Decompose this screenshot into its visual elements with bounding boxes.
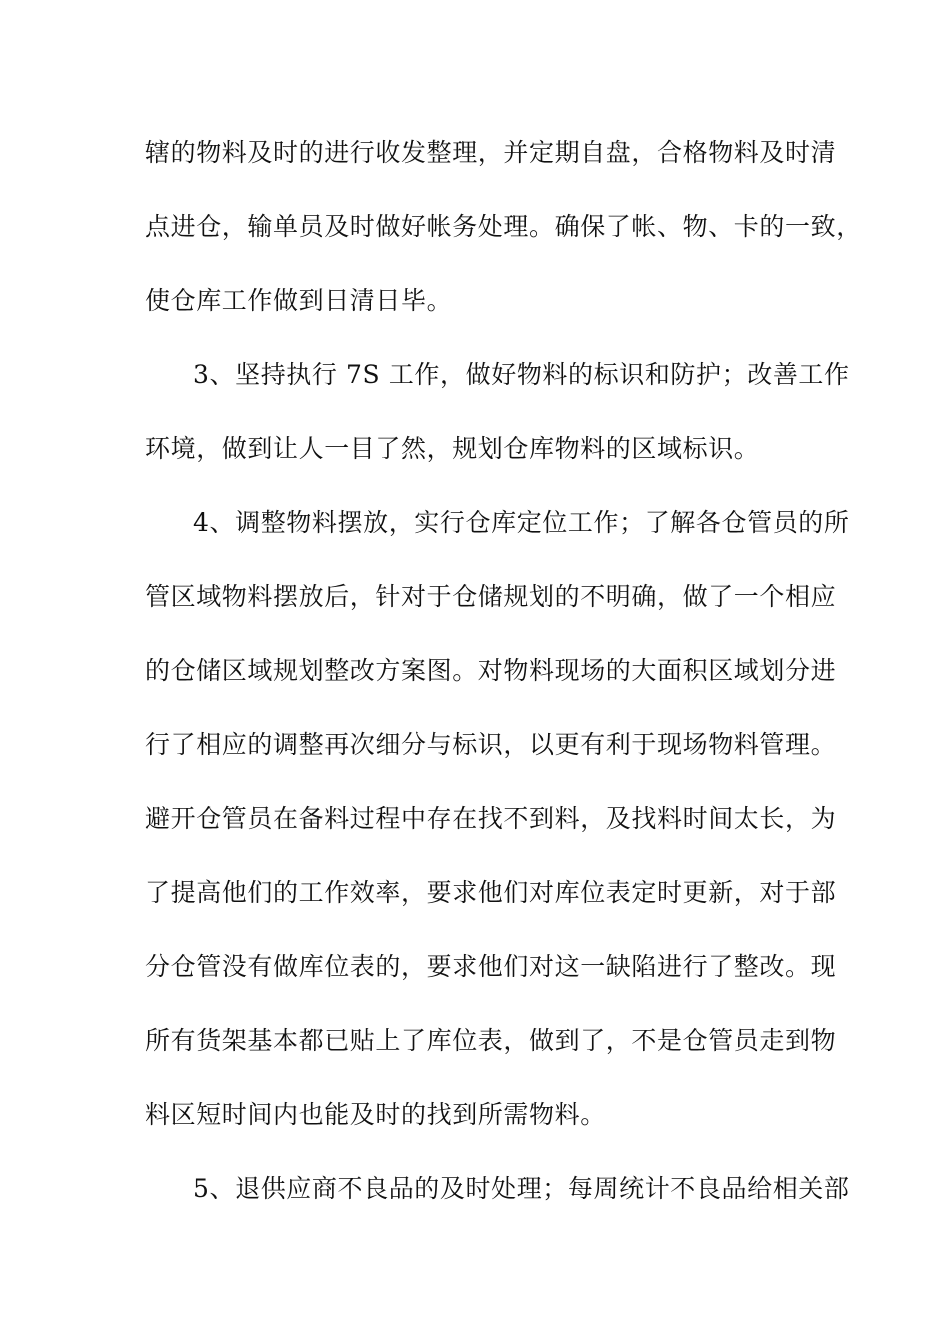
paragraph-4-line-3: 的仓储区域规划整改方案图。对物料现场的大面积区域划分进	[145, 656, 837, 685]
paragraph-4-line-9: 料区短时间内也能及时的找到所需物料。	[145, 1100, 606, 1129]
paragraph-4-line-1: 4、调整物料摆放，实行仓库定位工作；了解各仓管员的所	[193, 508, 850, 537]
text-line-1: 辖的物料及时的进行收发整理，并定期自盘，合格物料及时清	[145, 138, 837, 167]
text-line-3: 使仓库工作做到日清日毕。	[145, 286, 453, 315]
paragraph-4-line-5: 避开仓管员在备料过程中存在找不到料，及找料时间太长，为	[145, 804, 837, 833]
paragraph-4-line-7: 分仓管没有做库位表的，要求他们对这一缺陷进行了整改。现	[145, 952, 837, 981]
paragraph-4-line-4: 行了相应的调整再次细分与标识，以更有利于现场物料管理。	[145, 730, 837, 759]
text-line-2: 点进仓，输单员及时做好帐务处理。确保了帐、物、卡的一致，	[145, 212, 862, 241]
paragraph-3-line-1: 3、坚持执行 7S 工作，做好物料的标识和防护；改善工作	[193, 360, 850, 389]
paragraph-3-line-2: 环境，做到让人一目了然，规划仓库物料的区域标识。	[145, 434, 760, 463]
paragraph-4-line-8: 所有货架基本都已贴上了库位表，做到了，不是仓管员走到物	[145, 1026, 837, 1055]
paragraph-5-line-1: 5、退供应商不良品的及时处理；每周统计不良品给相关部	[193, 1174, 850, 1203]
paragraph-4-line-2: 管区域物料摆放后，针对于仓储规划的不明确，做了一个相应	[145, 582, 837, 611]
paragraph-4-line-6: 了提高他们的工作效率，要求他们对库位表定时更新，对于部	[145, 878, 837, 907]
